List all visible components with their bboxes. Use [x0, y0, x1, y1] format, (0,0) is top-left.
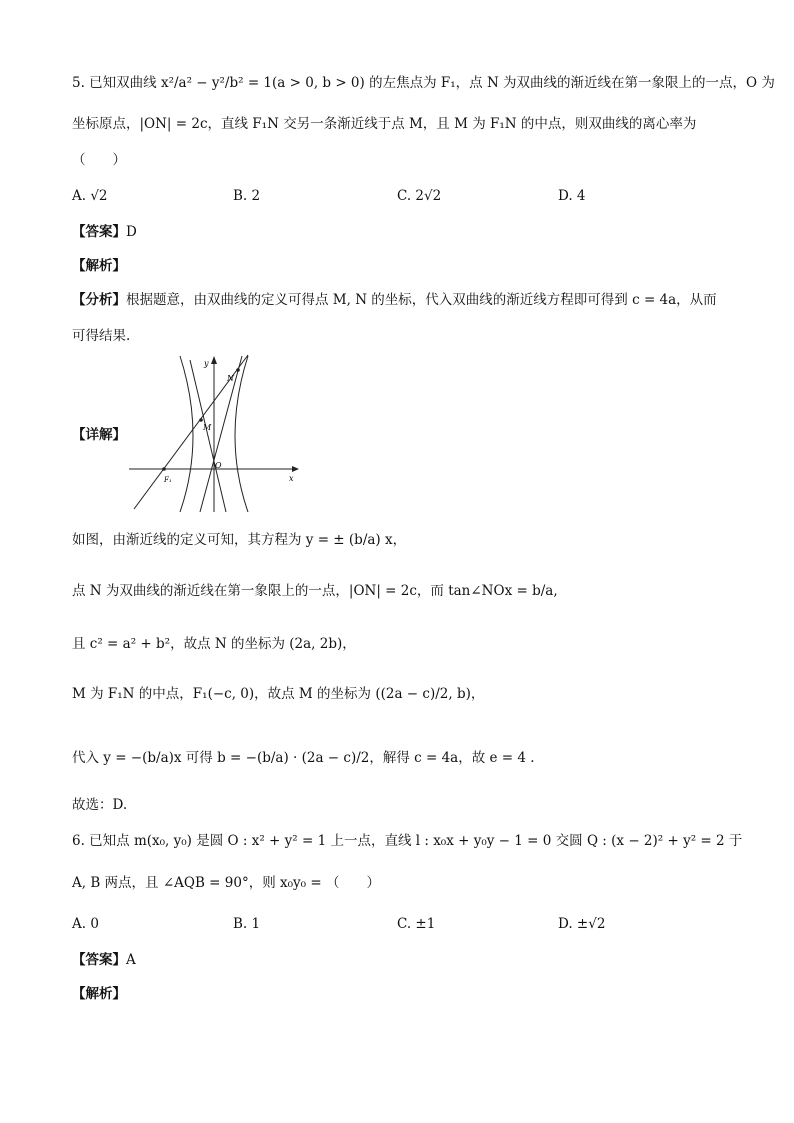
- q5-answer: [72, 222, 137, 242]
- q6-answer: [72, 950, 136, 970]
- label-m: M: [203, 423, 212, 432]
- q5-stem-line1: 5. 已知双曲线 x²/a² − y²/b² = 1(a > 0, b > 0) 的左焦点为 F₁，点 N 为双曲线的渐近线在第一象限上的一点，O 为: [72, 75, 775, 91]
- x-axis-arrow: [292, 466, 299, 472]
- q6-jiexi-label: 【解析】: [72, 986, 126, 1002]
- q5-option-c: C. 2√2: [397, 188, 442, 204]
- answer-label: 【答案】: [72, 224, 126, 240]
- q6-stem-line2: A, B 两点，且 ∠AQB = 90°，则 x₀y₀ = （ ）: [72, 875, 380, 891]
- q6-stem-line1: 6. 已知点 m(x₀, y₀) 是圆 O : x² + y² = 1 上一点，直线 l : x₀x + y₀y − 1 = 0 交圆 Q : (x − 2)² + y² = 2 于: [72, 833, 743, 849]
- answer-value: D: [126, 224, 137, 240]
- label-x: x: [289, 474, 294, 483]
- q6-option-b: B. 1: [233, 916, 261, 932]
- label-n: N: [227, 374, 234, 383]
- q5-stem-line2: 坐标原点，|ON| = 2c，直线 F₁N 交另一条渐近线于点 M，且 M 为 F₁N 的中点，则双曲线的离心率为: [72, 116, 697, 132]
- q6-option-d: D. ±√2: [558, 916, 606, 932]
- y-axis-arrow: [211, 356, 217, 364]
- q5-option-a: A. √2: [72, 188, 108, 204]
- answer-value: A: [126, 952, 136, 968]
- q5-fenxi-line1: [72, 290, 717, 310]
- q5-xiangjie-label: 【详解】: [72, 427, 126, 443]
- answer-label: 【答案】: [72, 952, 126, 968]
- label-y: y: [204, 359, 209, 368]
- hyperbola-figure: [124, 352, 300, 518]
- q6-option-c: C. ±1: [397, 916, 436, 932]
- point-f1: [162, 467, 166, 471]
- q5-option-d: D. 4: [558, 188, 586, 204]
- hyperbola-diagram: [124, 352, 300, 514]
- label-f1: F₁: [164, 476, 172, 484]
- q5-detail-6: 故选：D.: [72, 797, 128, 813]
- q5-fenxi-line2: 可得结果.: [72, 328, 131, 344]
- q5-stem-line3: （ ）: [72, 152, 126, 168]
- hyperbola-left-branch: [180, 356, 193, 512]
- point-m: [199, 418, 203, 422]
- q5-jiexi-label: 【解析】: [72, 258, 126, 274]
- q5-option-b: B. 2: [233, 188, 261, 204]
- q6-option-a: A. 0: [72, 916, 99, 932]
- q5-detail-4: M 为 F₁N 的中点，F₁(−c, 0)，故点 M 的坐标为 ((2a − c)/2, b)，: [72, 686, 485, 702]
- fenxi-label: 【分析】: [72, 292, 126, 308]
- label-o: O: [215, 461, 222, 470]
- asymptote-positive: [200, 356, 242, 512]
- q5-detail-3: 且 c² = a² + b²，故点 N 的坐标为 (2a, 2b)，: [72, 636, 356, 652]
- point-n: [236, 368, 240, 372]
- q5-detail-2: 点 N 为双曲线的渐近线在第一象限上的一点，|ON| = 2c，而 tan∠NOx = b/a,: [72, 583, 558, 599]
- hyperbola-right-branch: [235, 356, 248, 512]
- q5-detail-5: 代入 y = −(b/a)x 可得 b = −(b/a) · (2a − c)/2，解得 c = 4a，故 e = 4 .: [72, 750, 535, 766]
- q5-detail-1: 如图，由渐近线的定义可知，其方程为 y = ± (b/a) x，: [72, 532, 407, 548]
- fenxi-text: 根据题意，由双曲线的定义可得点 M, N 的坐标，代入双曲线的渐近线方程即可得到 c = 4a，从而: [126, 292, 717, 308]
